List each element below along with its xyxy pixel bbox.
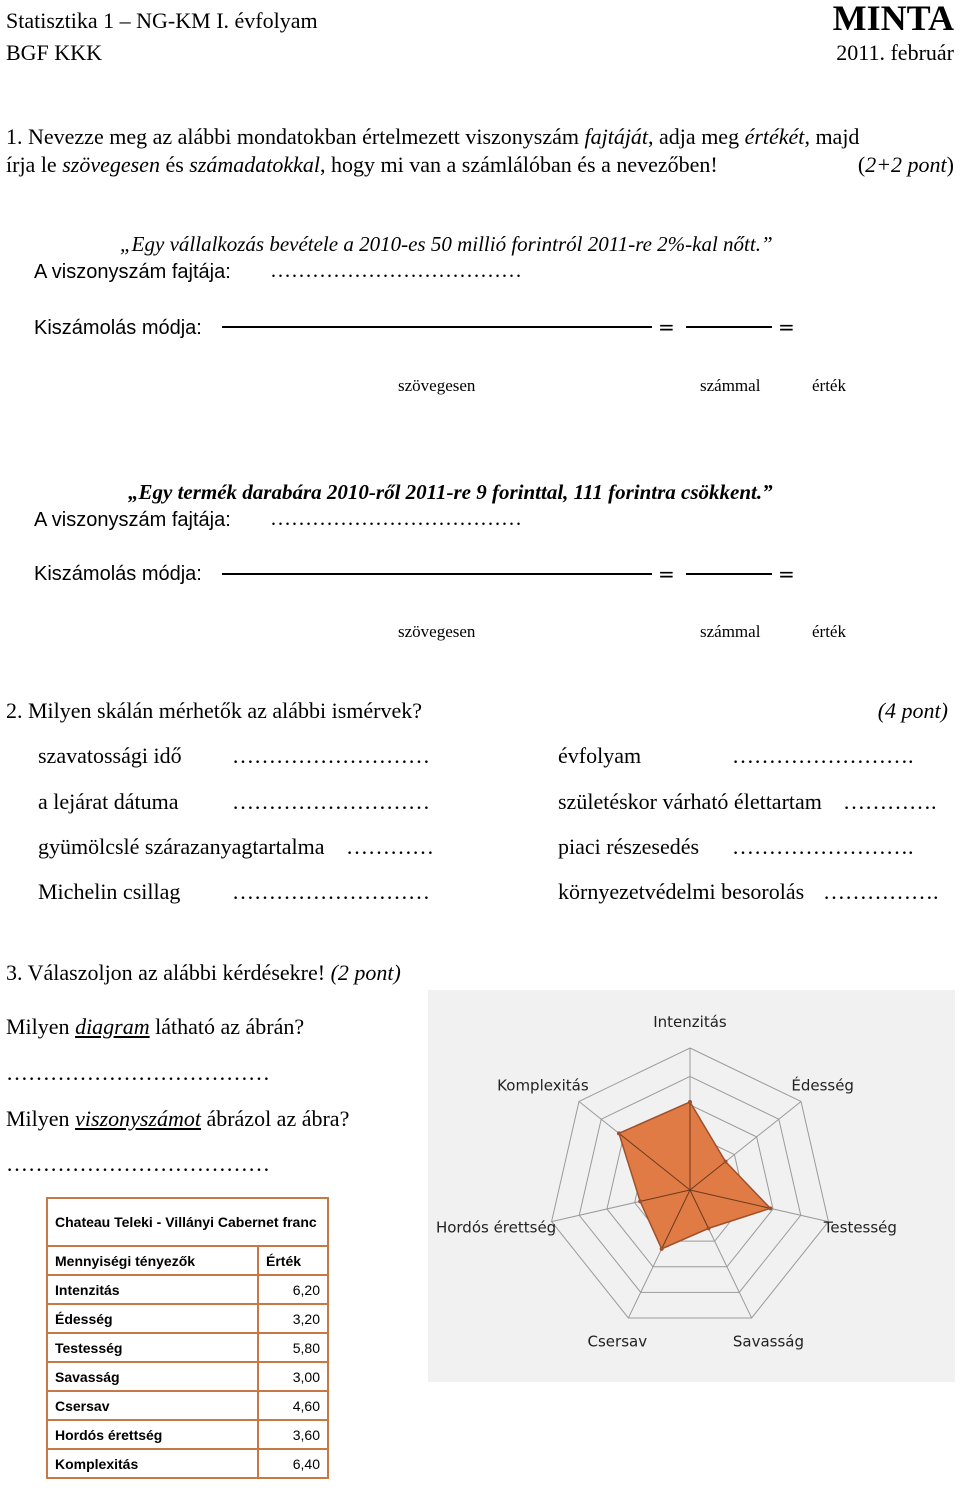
label-number-2: számmal xyxy=(700,622,761,641)
data-point xyxy=(638,1199,642,1203)
radar-chart-svg xyxy=(428,990,955,1382)
equals-sign: = xyxy=(778,315,795,339)
data-point xyxy=(688,1100,692,1104)
row-name: Komplexitás xyxy=(47,1449,258,1478)
row-value: 6,40 xyxy=(258,1449,328,1478)
scale-item-answer[interactable]: ……………………. xyxy=(732,834,914,859)
scale-item-answer[interactable]: …………. xyxy=(843,789,937,814)
q1-intro-line1: 1. Nevezze meg az alábbi mondatokban értelmezett viszonyszám fajtáját, adja meg értékét, majd xyxy=(6,124,860,149)
calc-label-1: Kiszámolás módja: xyxy=(34,317,202,339)
axis-label: Savasság xyxy=(732,1332,805,1351)
q3-question-b: Milyen viszonyszámot ábrázol az ábra? xyxy=(6,1106,350,1131)
column-header: Mennyiségi tényezők xyxy=(47,1246,258,1275)
scale-item-answer[interactable]: ………… xyxy=(346,834,434,859)
scale-item-answer[interactable]: ……………………. xyxy=(732,743,914,768)
row-value: 6,20 xyxy=(258,1275,328,1304)
q1-sentence-2: „Egy termék darabára 2010-ről 2011-re 9 forinttal, 111 forintra csökkent.” xyxy=(128,480,773,504)
column-header: Érték xyxy=(258,1246,328,1275)
scale-item-label: évfolyam xyxy=(558,743,642,768)
scale-item-answer[interactable]: ……………. xyxy=(823,879,939,904)
table-title: Chateau Teleki - Villányi Cabernet franc xyxy=(47,1198,328,1246)
scale-item-label: Michelin csillag xyxy=(38,879,181,904)
row-name: Hordós érettség xyxy=(47,1420,258,1449)
row-name: Savasság xyxy=(47,1362,258,1391)
exam-date: 2011. február xyxy=(836,40,954,65)
fraction-line-text-1[interactable] xyxy=(222,326,652,328)
type-dots-2[interactable]: ……………………………… xyxy=(270,506,522,530)
q2-points: (4 pont) xyxy=(877,698,948,723)
type-label-1: A viszonyszám fajtája: xyxy=(34,261,231,283)
table-row xyxy=(47,1275,328,1304)
row-value: 3,60 xyxy=(258,1420,328,1449)
q1-sentence-1: „Egy vállalkozás bevétele a 2010-es 50 millió forintról 2011-re 2%-kal nőtt.” xyxy=(120,232,773,256)
data-point xyxy=(768,1206,772,1210)
scale-item-label: születéskor várható élettartam xyxy=(558,789,822,814)
table-row xyxy=(47,1333,328,1362)
scale-item-answer[interactable]: ……………………… xyxy=(232,743,430,768)
axis-label: Csersav xyxy=(587,1332,648,1351)
axis-label: Intenzitás xyxy=(653,1013,727,1031)
wine-data-table xyxy=(46,1197,329,1479)
scale-item-label: szavatossági idő xyxy=(38,743,182,768)
label-value-1: érték xyxy=(812,376,846,395)
type-dots-1[interactable]: ……………………………… xyxy=(270,258,522,282)
label-text-2: szövegesen xyxy=(398,622,476,641)
fraction-line-text-2[interactable] xyxy=(222,573,652,575)
row-name: Intenzitás xyxy=(47,1275,258,1304)
calc-label-2: Kiszámolás módja: xyxy=(34,563,202,585)
radar-chart xyxy=(428,990,955,1382)
scale-item-answer[interactable]: ……………………… xyxy=(232,789,430,814)
table-header-row xyxy=(47,1246,328,1275)
sample-stamp: MINTA xyxy=(832,0,954,38)
table-row xyxy=(47,1304,328,1333)
q3-answer-b[interactable]: ……………………………… xyxy=(6,1151,270,1176)
data-point xyxy=(660,1247,664,1251)
equals-sign: = xyxy=(658,562,675,586)
type-label-2: A viszonyszám fajtája: xyxy=(34,509,231,531)
row-value: 3,00 xyxy=(258,1362,328,1391)
q2-title: 2. Milyen skálán mérhetők az alábbi ismérvek? xyxy=(6,698,423,723)
axis-label: Édesség xyxy=(791,1076,854,1095)
row-value: 5,80 xyxy=(258,1333,328,1362)
label-value-2: érték xyxy=(812,622,846,641)
scale-item-answer[interactable]: ……………………… xyxy=(232,879,430,904)
scale-item-label: gyümölcslé szárazanyagtartalma xyxy=(38,834,325,859)
axis-label: Hordós érettség xyxy=(435,1218,557,1237)
q3-answer-a[interactable]: ……………………………… xyxy=(6,1060,270,1085)
equals-sign: = xyxy=(778,562,795,586)
table-row xyxy=(47,1420,328,1449)
row-name: Édesség xyxy=(47,1304,258,1333)
table-row xyxy=(47,1362,328,1391)
equals-sign: = xyxy=(658,315,675,339)
q1-intro-line2: írja le szövegesen és számadatokkal, hogy mi van a számlálóban és a nevezőben! xyxy=(6,152,718,177)
axis-label: Komplexitás xyxy=(497,1076,589,1095)
table-title-row xyxy=(47,1198,328,1246)
data-point xyxy=(617,1131,621,1135)
fraction-line-number-2[interactable] xyxy=(686,573,772,575)
data-point xyxy=(706,1226,710,1230)
scale-item-label: piaci részesedés xyxy=(558,834,700,859)
label-text-1: szövegesen xyxy=(398,376,476,395)
q1-points: (2+2 pont) xyxy=(857,152,954,177)
course-title: Statisztika 1 – NG-KM I. évfolyam xyxy=(6,8,318,33)
fraction-line-number-1[interactable] xyxy=(686,326,772,328)
row-name: Csersav xyxy=(47,1391,258,1420)
row-value: 4,60 xyxy=(258,1391,328,1420)
data-series-area xyxy=(619,1102,770,1249)
row-name: Testesség xyxy=(47,1333,258,1362)
axis-label: Testesség xyxy=(823,1218,897,1237)
label-number-1: számmal xyxy=(700,376,761,395)
row-value: 3,20 xyxy=(258,1304,328,1333)
scale-item-label: környezetvédelmi besorolás xyxy=(558,879,805,904)
data-point xyxy=(724,1160,728,1164)
table-row xyxy=(47,1391,328,1420)
q3-question-a: Milyen diagram látható az ábrán? xyxy=(6,1014,305,1039)
school-name: BGF KKK xyxy=(6,40,102,65)
q3-title: 3. Válaszoljon az alábbi kérdésekre! (2 pont) xyxy=(6,960,401,985)
scale-item-label: a lejárat dátuma xyxy=(38,789,179,814)
table-row xyxy=(47,1449,328,1478)
